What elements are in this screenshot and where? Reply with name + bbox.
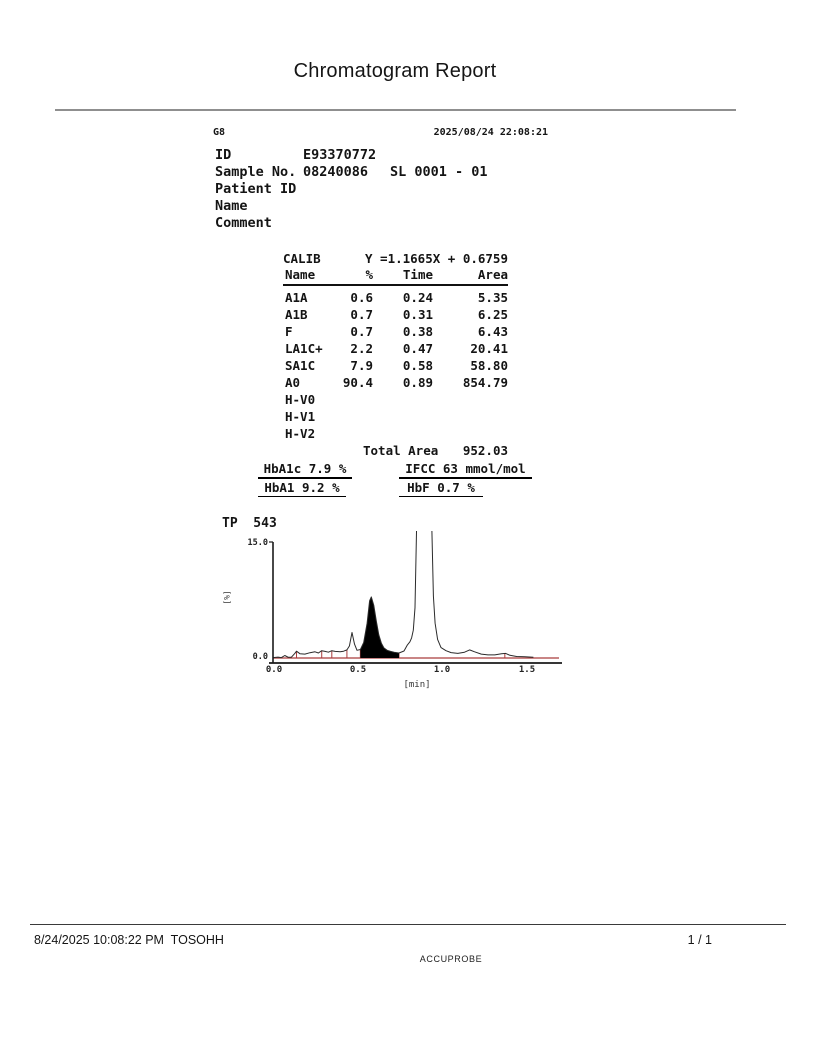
footer-divider [30,924,786,925]
cell-name: A1B [285,307,308,322]
elution-trace [273,531,533,658]
x-tick-label-0: 0.0 [265,665,283,675]
y-tick-label-max: 15.0 [247,538,268,548]
device-label: G8 [213,127,226,138]
title-divider [55,109,736,111]
cell-name: A1A [285,290,308,305]
cell-name: H-V2 [285,426,316,441]
total-area-value: 952.03 [462,443,508,458]
cell-area: 6.25 [477,307,508,322]
field-value-id: E93370772 [303,147,377,163]
col-header-name: Name [285,267,316,282]
field-label-sample-no: Sample No. [215,164,297,180]
result-hba1: HbA1 9.2 % [258,480,346,497]
footer-page-number: 1 / 1 [687,933,712,947]
field-label-id: ID [215,147,232,163]
cell-area: 6.43 [477,324,508,339]
total-area-label: Total Area [363,443,439,458]
cell-time: 0.38 [402,324,433,339]
col-header-pct: % [365,267,373,282]
cell-pct: 2.2 [350,341,373,356]
cell-pct: 90.4 [342,375,373,390]
cell-pct: 0.6 [350,290,373,305]
col-header-time: Time [402,267,433,282]
cell-name: H-V0 [285,392,316,407]
chart-title: TP 543 [222,516,277,531]
table-header-rule [283,284,508,286]
cell-pct: 0.7 [350,307,373,322]
cell-time: 0.47 [402,341,433,356]
cell-time: 0.24 [402,290,433,305]
cell-pct: 0.7 [350,324,373,339]
cell-time: 0.58 [402,358,433,373]
cell-name: H-V1 [285,409,316,424]
cell-area: 5.35 [477,290,508,305]
calib-label: CALIB [283,251,321,266]
cell-area: 854.79 [462,375,508,390]
footer-printed-info: 8/24/2025 10:08:22 PM TOSOHH [34,933,224,947]
cell-name: A0 [285,375,301,390]
col-header-area: Area [477,267,508,282]
result-ifcc: IFCC 63 mmol/mol [399,461,532,479]
footer-watermark: ACCUPROBE [419,954,483,964]
x-tick-label-3: 1.5 [518,665,536,675]
cell-pct: 7.9 [350,358,373,373]
result-hbf: HbF 0.7 % [399,480,483,497]
x-tick-label-1: 0.5 [349,665,367,675]
field-label-comment: Comment [215,215,272,231]
x-tick-label-2: 1.0 [433,665,451,675]
field-label-name: Name [215,198,248,214]
y-axis-label: [%] [222,590,232,605]
report-datetime: 2025/08/24 22:08:21 [433,127,548,138]
cell-name: SA1C [285,358,316,373]
cell-name: F [285,324,293,339]
calib-equation: Y =1.1665X + 0.6759 [365,251,508,266]
x-axis-label: [min] [403,680,431,690]
cell-area: 20.41 [470,341,508,356]
y-tick-label-min: 0.0 [252,652,268,662]
cell-name: LA1C+ [285,341,323,356]
result-hba1c: HbA1c 7.9 % [258,461,352,479]
cell-area: 58.80 [470,358,508,373]
cell-time: 0.31 [402,307,433,322]
cell-time: 0.89 [402,375,433,390]
field-value-sample-no: 08240086 [303,164,369,180]
page-title: Chromatogram Report [293,60,497,82]
field-value-sl: SL 0001 - 01 [390,164,488,180]
field-label-patient-id: Patient ID [215,181,297,197]
